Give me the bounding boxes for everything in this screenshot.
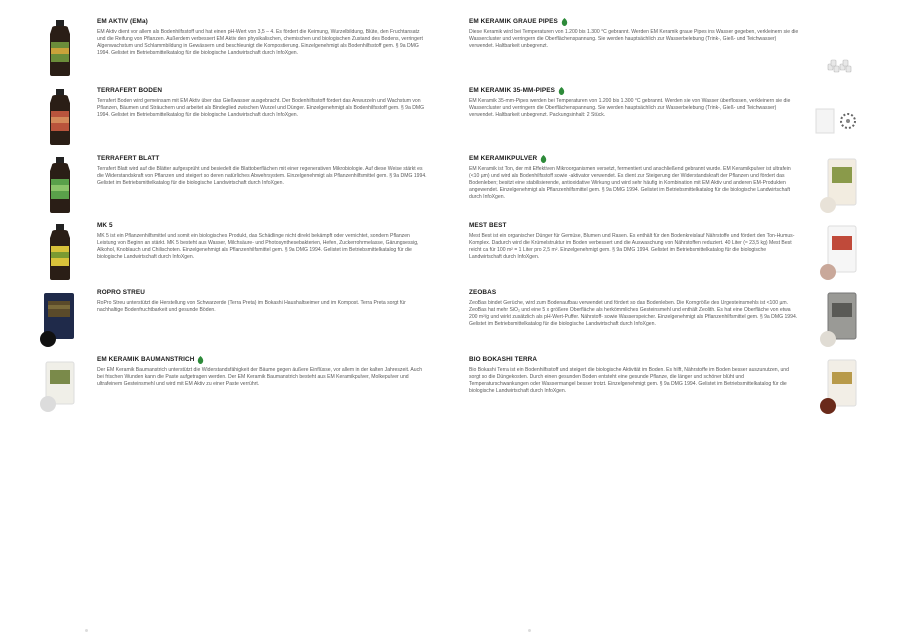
product-text	[97, 222, 427, 261]
leaf-icon	[561, 18, 568, 26]
product-title-label: TERRAFERT BLATT	[97, 155, 160, 162]
product-title-label: BIO BOKASHI TERRA	[469, 356, 538, 363]
mk5-bottle-icon	[40, 224, 80, 280]
product-title	[469, 356, 799, 364]
product-title	[97, 289, 427, 297]
product-description: ZeoBas bindet Gerüche, wird zum Bodenaufbau verwendet und fördert so das Bodenleben. Die Korngröße des Urgesteinsmehls ist <100 µm. ZeoBas hat mehr SiO₂ und eine 5 x größere Oberfläche als herkömmliches Gesteinsmehl und enthält Zeolith. Es hat eine Oberfläche von etwa 200 m²/g und wirkt zusätzlich als pH-Wert-Puffer. Nährstoff- sowie Wasserspeicher. Einzelgenehmigt als Pflanzenhilfsmittel gem. § 9a DMG 1994. Gelistet im Betriebsmittelkatalog für die biologische Landwirtschaft durch InfoXgen.	[469, 300, 798, 328]
product-title	[97, 155, 427, 163]
product-text	[469, 87, 799, 119]
product-title-label: MEST BEST	[469, 222, 507, 229]
leaf-icon	[197, 356, 204, 364]
product-title	[469, 222, 799, 230]
page-mark	[85, 629, 88, 632]
product-text	[469, 222, 799, 261]
product-text	[97, 87, 427, 119]
terrafert-blatt-bottle-icon	[40, 157, 80, 213]
em-aktiv-bottle-icon	[40, 20, 80, 76]
zeobas-bag-icon	[814, 291, 860, 347]
product-title	[469, 155, 799, 163]
product-text	[97, 356, 427, 388]
product-title	[97, 87, 427, 95]
terrafert-boden-bottle-icon	[40, 89, 80, 145]
keramikpulver-pack-icon	[814, 157, 860, 213]
product-title-label: MK 5	[97, 222, 113, 229]
left-column	[40, 0, 427, 460]
mest-best-bag-icon	[814, 224, 860, 280]
product-title-label: TERRAFERT BODEN	[97, 87, 163, 94]
product-description: EM Keramik 35-mm-Pipes werden bei Temperaturen von 1.200 bis 1.300 °C gebrannt. Werden sie von Wasser überflossen, verkleinern sie die Wassercluster und verringern die Oberflächenspannung. Sie werden hauptsächlich zur Wasserbelebung (Trink-, Gieß- und Teichwasser) verwendet. Haltbarkeit unbegrenzt. Packungsinhalt: 2 Stück.	[469, 98, 791, 119]
product-title-label: EM AKTIV (EMa)	[97, 18, 148, 25]
page-mark	[528, 629, 531, 632]
product-text	[97, 18, 427, 57]
product-description: MK 5 ist ein Pflanzenhilfsmittel und somit ein biologisches Produkt, das Schädlinge nicht direkt bekämpft oder vernichtet, sondern Pflanzen Leistung von Beginn an stärkt. MK 5 besteht aus Wasser, Milchsäure- und Photosynthesebakterien, Hefen, Zuckerrohrmelasse, Gärungsessig, Alkohol, Knoblauch und Chilischoten. Einzelgenehmigt als Pflanzenhilfsmittel gem. § 9a DMG 1994. Gelistet im Betriebsmittelkatalog für die biologische Landwirtschaft durch InfoXgen.	[97, 233, 419, 261]
product-description: Diese Keramik wird bei Temperaturen von 1.200 bis 1.300 °C gebrannt. Werden EM Keramik graue Pipes ins Wasser gegeben, verkleinern sie die Wassercluster und verringern die Oberflächenspannung. Sie werden hauptsächlich zur Wasserbelebung (Trink-, Gieß- und Teichwasser) verwendet. Haltbarkeit unbegrenzt.	[469, 29, 799, 50]
leaf-icon	[540, 155, 547, 163]
product-text	[469, 155, 799, 201]
product-title	[97, 356, 427, 364]
product-title-label: EM KERAMIK GRAUE PIPES	[469, 18, 558, 25]
graue-pipes-icon	[814, 20, 860, 76]
product-title-label: EM KERAMIK BAUMANSTRICH	[97, 356, 195, 363]
product-title	[469, 18, 799, 26]
product-description: Terrafert Boden wird gemeinsam mit EM Aktiv über das Gießwasser ausgebracht. Der Bodenhilfsstoff fördert das Anwurzeln und Wachstum von Pflanzen, Bäumen und Sträuchern und arbeitet als Bindeglied zwischen Wurzel und Dünger. Einzelgenehmigt als Bodenhilfsstoff gem. § 9a DMG 1994. Gelistet im Betriebsmittelkatalog für die biologische Landwirtschaft durch InfoXgen.	[97, 98, 425, 119]
product-description: Bio Bokashi Terra ist ein Bodenhilfsstoff und steigert die biologische Aktivität im Boden. Es hilft, Nährstoffe im Boden besser auszunutzen, und sorgt so die Düngekosten. Durch einen gesunden Boden entsteht eine gesunde Pflanze, die länger und schöner blüht und Temperaturschwankungen oder Wassermangel besser trotzt. Einzelgenehmigt gem. § 9a DMG 1994. Gelistet im Betriebsmittelkatalog für die biologische Landwirtschaft durch InfoXgen.	[469, 367, 789, 395]
ropro-streu-bag-icon	[40, 291, 80, 347]
right-column	[460, 0, 860, 460]
product-description: EM Aktiv dient vor allem als Bodenhilfsstoff und hat einen pH-Wert von 3,5 – 4. Es fördert die Keimung, Wurzelbildung, Blüte, den Fruchtansatz und die Reifung von Pflanzen. Außerdem verbessert EM Aktiv den physikalischen, chemischen und biologischen Zustand des Bodens, verringert Algenwachstum und Schlammbildung in Gewässern und beschleunigt die Kompostierung. Einzelgenehmigt als Bodenhilfsstoff gem. § 9a DMG 1994. Gelistet im Betriebsmittelkatalog für die biologische Landwirtschaft durch InfoXgen.	[97, 29, 423, 57]
product-text	[469, 18, 799, 50]
product-description: EM Keramik ist Ton, der mit Effektiven Mikroorganismen versetzt, fermentiert und anschließend gebrannt wurde. EM Keramikpulver ist ultrafein (<10 µm) und wird als Bodenhilfsstoff sowie -aktivator verwendet. Es dient zur Steigerung der Widerstandskraft der Pflanzen und fördert das Bodenleben; besitzt eine stabilisierende, antioxidative Wirkung und wird sehr häufig in Kombination mit EM Aktiv und anderen EM-Produkten angewendet. Einzelgenehmigt als Pflanzenhilfsmittel gem. § 9a DMG 1994. Gelistet im Betriebsmittelkatalog für die biologische Landwirtschaft durch InfoXgen.	[469, 166, 791, 201]
baumanstrich-pack-icon	[40, 358, 80, 414]
product-description: Mest Best ist ein organischer Dünger für Gemüse, Blumen und Rasen. Es enthält für den Bodenkreislauf Nährstoffe und fördert den Ton-Humus-Komplex. Dadurch wird die Krümelstruktur im Boden verbessert und die Auswaschung von Nährstoffen reduziert. 40 Liter (≈ 23,5 kg) Mest Best reicht ca für 100 m² = 1 Liter pro 2,5 m². Einzelgenehmigt gem. § 9a DMG 1994. Gelistet im Betriebsmittelkatalog für die biologische Landwirtschaft durch InfoXgen.	[469, 233, 795, 261]
35mm-pipes-icon	[814, 89, 860, 145]
bio-bokashi-bag-icon	[814, 358, 860, 414]
leaf-icon	[558, 87, 565, 95]
product-title-label: EM KERAMIKPULVER	[469, 155, 538, 162]
product-title-label: EM KERAMIK 35-MM-PIPES	[469, 87, 555, 94]
product-title	[97, 18, 427, 26]
product-text	[469, 289, 799, 328]
product-title	[469, 289, 799, 297]
product-description: Der EM Keramik Baumanstrich unterstützt die Widerstandsfähigkeit der Bäume gegen äußere Einflüsse, vor allem in der kalten Jahreszeit. Auch bei frischen Wunden kann die Paste aufgetragen werden. Der EM Keramik Baumanstrich besteht aus EM Keramikpulver, Molkepulver und ultrafeinem Gesteinsmehl und wird mit EM Aktiv zu einer Paste verrührt.	[97, 367, 423, 388]
product-text	[469, 356, 799, 395]
product-description: RoPro Streu unterstützt die Herstellung von Schwarzerde (Terra Preta) im Bokashi Haushaltseimer und im Kompost. Terra Preta sorgt für nachhaltige Bodenfruchtbarkeit und gesunde Böden.	[97, 300, 406, 314]
product-description: Terrafert Blatt wird auf die Blätter aufgesprüht und besiedelt die Blattoberflächen mit einer regenerativen Mikrobiologie. Auf diese Weise stärkt es die Widerstandskraft von Pflanzen und steigert so deren natürliches Abwehrsystem. Einzelgenehmigt als Pflanzenhilfsmittel gem. § 9a DMG 1994. Gelistet im Betriebsmittelkatalog für die biologische Landwirtschaft durch InfoXgen.	[97, 166, 427, 187]
product-title-label: ROPRO STREU	[97, 289, 145, 296]
product-text	[97, 289, 427, 314]
product-title	[97, 222, 427, 230]
product-text	[97, 155, 427, 187]
product-title-label: ZEOBAS	[469, 289, 497, 296]
product-title	[469, 87, 799, 95]
